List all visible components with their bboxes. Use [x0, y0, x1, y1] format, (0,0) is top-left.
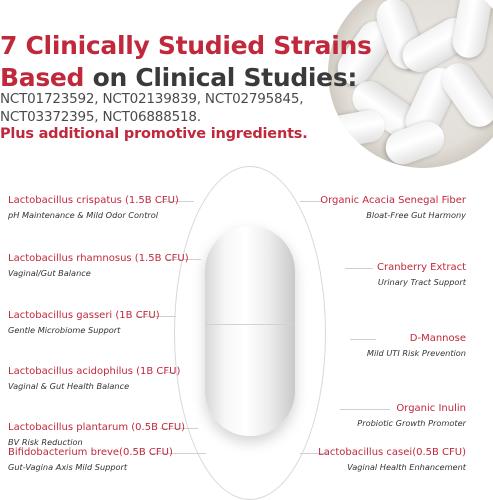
- clinical-trial-ids: [0, 90, 303, 126]
- plus-ingredients-text: Plus additional promotive ingredients.: [0, 126, 308, 142]
- ingredient-item-acidophilus: [8, 365, 180, 393]
- ingredient-desc: Vaginal/Gut Balance: [8, 268, 91, 278]
- ingredient-desc: Gut-Vagina Axis Mild Support: [8, 462, 128, 472]
- capsule-seam: [205, 324, 295, 325]
- connector-line: [345, 268, 373, 269]
- ingredient-item-cranberry: [377, 261, 466, 289]
- ingredient-title: Cranberry Extract: [376, 262, 466, 273]
- ingredient-item-gasseri: [8, 309, 160, 337]
- ingredient-desc: BV Risk Reduction: [8, 437, 83, 447]
- ingredient-title: Lactobacillus crispatus (1.5B CFU): [8, 195, 179, 206]
- ingredient-title: Bifidobacterium breve(0.5B CFU): [8, 447, 173, 458]
- ingredient-desc: Mild UTI Risk Prevention: [366, 348, 466, 358]
- ingredient-desc: Probiotic Growth Promoter: [357, 418, 466, 428]
- ingredient-desc: Vaginal & Gut Health Balance: [8, 381, 130, 391]
- trial-ids-line1: NCT01723592, NCT02139839, NCT02795845,: [0, 91, 304, 107]
- ingredient-title: Lactobacillus gasseri (1B CFU): [8, 310, 160, 321]
- connector-line: [300, 201, 322, 202]
- ingredient-item-rhamnosus: [8, 252, 189, 280]
- ingredient-title: Organic Inulin: [396, 403, 466, 414]
- ingredient-item-plantarum: [8, 421, 185, 449]
- ingredient-item-d-mannose: [367, 332, 466, 360]
- ingredient-desc: pH Maintenance & Mild Odor Control: [8, 210, 159, 220]
- ingredient-desc: Urinary Tract Support: [377, 277, 466, 287]
- ingredient-item-breve: [8, 446, 173, 474]
- headline: [0, 30, 372, 94]
- ingredient-item-inulin: [357, 402, 466, 430]
- headline-line2-rest: on Clinical Studies:: [84, 63, 358, 92]
- ingredient-item-crispatus: [8, 194, 179, 222]
- ingredient-title: D-Mannose: [409, 333, 466, 344]
- ingredient-desc: Vaginal Health Enhancement: [347, 462, 466, 472]
- ingredient-title: Lactobacillus rhamnosus (1.5B CFU): [8, 253, 189, 264]
- ingredient-title: Lactobacillus casei(0.5B CFU): [318, 447, 466, 458]
- trial-ids-line2: NCT03372395, NCT06888518.: [0, 109, 201, 125]
- ingredient-desc: Gentle Microbiome Support: [8, 325, 121, 335]
- headline-line1: 7 Clinically Studied Strains: [0, 31, 372, 60]
- ingredient-title: Lactobacillus plantarum (0.5B CFU): [8, 422, 186, 433]
- ingredient-desc: Bloat-Free Gut Harmony: [366, 210, 466, 220]
- ingredient-title: Organic Acacia Senegal Fiber: [320, 195, 466, 206]
- ingredient-item-acacia-fiber: [320, 194, 466, 222]
- headline-based: Based: [0, 63, 85, 92]
- capsule-image: [205, 226, 295, 436]
- ingredient-title: Lactobacillus acidophilus (1B CFU): [8, 366, 181, 377]
- ingredient-item-casei: [318, 446, 466, 474]
